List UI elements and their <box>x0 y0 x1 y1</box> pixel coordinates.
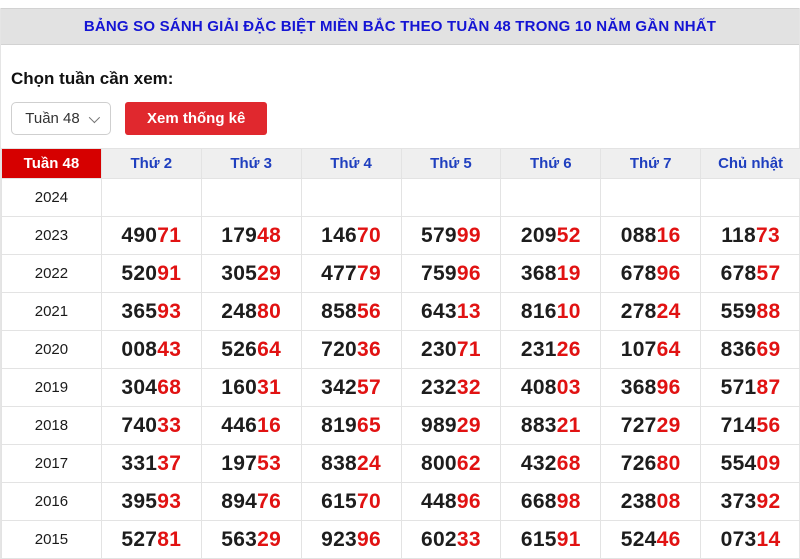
result-cell: 80062 <box>401 445 501 483</box>
result-cell <box>401 179 501 217</box>
result-cell <box>201 179 301 217</box>
result-cell: 11873 <box>701 217 800 255</box>
result-cell: 36896 <box>601 369 701 407</box>
year-cell: 2018 <box>2 407 102 445</box>
result-cell: 52664 <box>201 331 301 369</box>
result-cell: 57999 <box>401 217 501 255</box>
table-row <box>2 369 800 407</box>
result-cell: 43268 <box>501 445 601 483</box>
table-row <box>2 331 800 369</box>
result-cell: 72729 <box>601 407 701 445</box>
result-cell: 67896 <box>601 255 701 293</box>
result-cell: 40803 <box>501 369 601 407</box>
table-row <box>2 445 800 483</box>
result-cell: 23071 <box>401 331 501 369</box>
controls-section <box>1 69 799 135</box>
table-row <box>2 179 800 217</box>
result-cell: 30468 <box>101 369 201 407</box>
result-cell: 71456 <box>701 407 800 445</box>
result-cell: 20952 <box>501 217 601 255</box>
year-cell: 2019 <box>2 369 102 407</box>
result-cell: 92396 <box>301 521 401 559</box>
week-header-cell: Tuần 48 <box>2 149 102 179</box>
comparison-table <box>1 148 800 559</box>
chevron-down-icon <box>89 111 100 122</box>
result-cell: 52091 <box>101 255 201 293</box>
result-cell: 19753 <box>201 445 301 483</box>
result-cell: 23808 <box>601 483 701 521</box>
result-cell: 07314 <box>701 521 800 559</box>
table-row <box>2 407 800 445</box>
year-cell: 2016 <box>2 483 102 521</box>
result-cell: 24880 <box>201 293 301 331</box>
result-cell: 61591 <box>501 521 601 559</box>
result-cell: 36593 <box>101 293 201 331</box>
result-cell: 44616 <box>201 407 301 445</box>
result-cell: 61570 <box>301 483 401 521</box>
year-cell: 2017 <box>2 445 102 483</box>
table-body <box>2 179 800 559</box>
result-cell: 57187 <box>701 369 800 407</box>
result-cell: 81610 <box>501 293 601 331</box>
day-header-cell: Thứ 6 <box>501 149 601 179</box>
year-cell: 2015 <box>2 521 102 559</box>
result-cell: 72680 <box>601 445 701 483</box>
result-cell: 75996 <box>401 255 501 293</box>
result-cell: 47779 <box>301 255 401 293</box>
year-cell: 2022 <box>2 255 102 293</box>
result-cell: 88321 <box>501 407 601 445</box>
week-select-value: Tuần 48 <box>25 110 80 127</box>
result-cell: 52781 <box>101 521 201 559</box>
result-cell: 08816 <box>601 217 701 255</box>
result-cell: 14670 <box>301 217 401 255</box>
result-cell: 30529 <box>201 255 301 293</box>
table-row <box>2 483 800 521</box>
result-cell: 52446 <box>601 521 701 559</box>
controls-row <box>11 102 789 135</box>
result-cell: 27824 <box>601 293 701 331</box>
result-cell: 39593 <box>101 483 201 521</box>
result-cell: 81965 <box>301 407 401 445</box>
result-cell: 23232 <box>401 369 501 407</box>
day-header-cell: Thứ 7 <box>601 149 701 179</box>
year-cell: 2020 <box>2 331 102 369</box>
result-cell: 98929 <box>401 407 501 445</box>
result-cell: 55988 <box>701 293 800 331</box>
result-cell: 17948 <box>201 217 301 255</box>
result-cell <box>501 179 601 217</box>
day-header-cell: Thứ 3 <box>201 149 301 179</box>
result-cell: 37392 <box>701 483 800 521</box>
result-cell: 83824 <box>301 445 401 483</box>
result-cell: 34257 <box>301 369 401 407</box>
week-select-label: Chọn tuần cần xem: <box>11 69 174 88</box>
result-cell: 85856 <box>301 293 401 331</box>
result-cell: 64313 <box>401 293 501 331</box>
table-row <box>2 293 800 331</box>
table-head <box>2 149 800 179</box>
result-cell: 83669 <box>701 331 800 369</box>
result-cell <box>101 179 201 217</box>
result-cell: 16031 <box>201 369 301 407</box>
result-cell: 89476 <box>201 483 301 521</box>
table-row <box>2 217 800 255</box>
result-cell: 23126 <box>501 331 601 369</box>
view-stats-button[interactable]: Xem thống kê <box>125 102 267 135</box>
result-cell: 66898 <box>501 483 601 521</box>
table-row <box>2 521 800 559</box>
result-cell: 60233 <box>401 521 501 559</box>
header-row <box>2 149 800 179</box>
year-cell: 2024 <box>2 179 102 217</box>
result-cell <box>301 179 401 217</box>
table-row <box>2 255 800 293</box>
year-cell: 2023 <box>2 217 102 255</box>
result-cell: 44896 <box>401 483 501 521</box>
day-header-cell: Thứ 5 <box>401 149 501 179</box>
day-header-cell: Chủ nhật <box>701 149 800 179</box>
result-cell: 56329 <box>201 521 301 559</box>
day-header-cell: Thứ 4 <box>301 149 401 179</box>
result-cell: 49071 <box>101 217 201 255</box>
result-cell: 10764 <box>601 331 701 369</box>
title-bar <box>1 8 799 45</box>
day-header-cell: Thứ 2 <box>101 149 201 179</box>
result-cell: 72036 <box>301 331 401 369</box>
result-cell: 55409 <box>701 445 800 483</box>
result-cell: 67857 <box>701 255 800 293</box>
page-title: BẢNG SO SÁNH GIẢI ĐẶC BIỆT MIỀN BẮC THEO TUẦN 48 TRONG 10 NĂM GẦN NHẤT <box>83 18 717 35</box>
result-cell <box>701 179 800 217</box>
result-cell: 00843 <box>101 331 201 369</box>
result-cell: 33137 <box>101 445 201 483</box>
result-cell: 74033 <box>101 407 201 445</box>
week-select[interactable] <box>11 102 111 135</box>
result-cell <box>601 179 701 217</box>
result-cell: 36819 <box>501 255 601 293</box>
year-cell: 2021 <box>2 293 102 331</box>
